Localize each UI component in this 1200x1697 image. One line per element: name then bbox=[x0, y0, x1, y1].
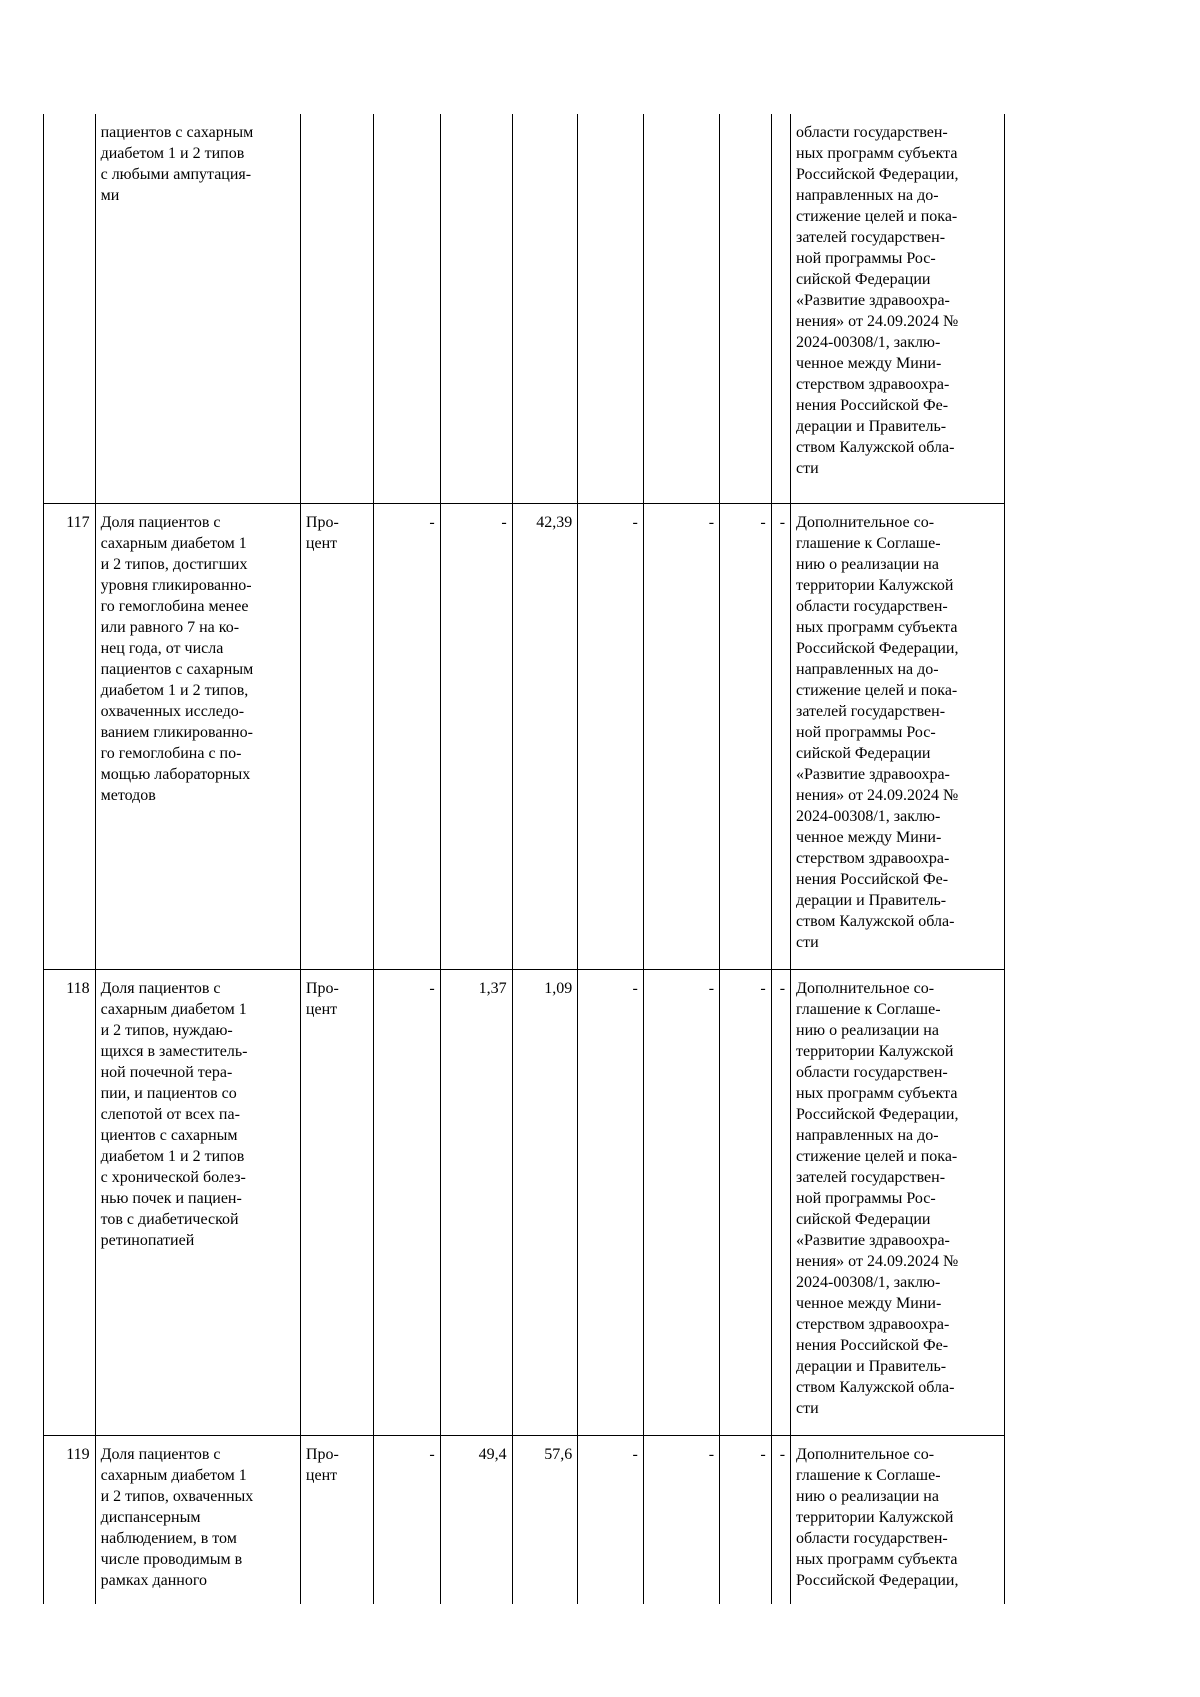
value-7: - bbox=[771, 503, 790, 969]
value-1: - bbox=[374, 503, 441, 969]
value-4: - bbox=[578, 969, 644, 1435]
table-row bbox=[44, 503, 1005, 969]
source-document: Дополнительное со- глашение к Соглаше- нию о реализации на территории Калужской области государствен- ных программ субъекта Российской Федерации, направленных на до- стижение целей и пока- зателей государствен- ной программы Рос- сийской Федерации «Развитие здравоохра- нения» от 24.09.2024 № 2024-00308/1, заклю- ченное между Мини- стерством здравоохра- нения Российской Фе- дерации и Правитель- ством Калужской обла- сти bbox=[791, 969, 1005, 1435]
table-row bbox=[44, 1435, 1005, 1604]
table-row bbox=[44, 114, 1005, 503]
indicator-name: Доля пациентов с сахарным диабетом 1 и 2 типов, достигших уровня гликированно- го гемоглобина менее или равного 7 на ко- нец года, от числа пациентов с сахарным диабетом 1 и 2 типов, охваченных исследо- ванием гликированно- го гемоглобина с по- мощью лабораторных методов bbox=[95, 503, 300, 969]
value-4 bbox=[578, 114, 644, 503]
unit bbox=[300, 114, 373, 503]
value-1: - bbox=[374, 969, 441, 1435]
value-2 bbox=[440, 114, 512, 503]
source-document: области государствен- ных программ субъекта Российской Федерации, направленных на до- стижение целей и пока- зателей государствен- ной программы Рос- сийской Федерации «Развитие здравоохра- нения» от 24.09.2024 № 2024-00308/1, заклю- ченное между Мини- стерством здравоохра- нения Российской Фе- дерации и Правитель- ством Калужской обла- сти bbox=[791, 114, 1005, 503]
row-number: 117 bbox=[44, 503, 96, 969]
indicator-name: пациентов с сахарным диабетом 1 и 2 типов с любыми ампутация- ми bbox=[95, 114, 300, 503]
value-2: 49,4 bbox=[440, 1435, 512, 1604]
value-5 bbox=[643, 114, 719, 503]
value-5: - bbox=[643, 1435, 719, 1604]
indicator-name: Доля пациентов с сахарным диабетом 1 и 2 типов, охваченных диспансерным наблюдением, в том числе проводимым в рамках данного bbox=[95, 1435, 300, 1604]
indicator-name: Доля пациентов с сахарным диабетом 1 и 2 типов, нуждаю- щихся в заместитель- ной почечной тера- пии, и пациентов со слепотой от всех па- циентов с сахарным диабетом 1 и 2 типов с хронической болез- нью почек и пациен- тов с диабетической ретинопатией bbox=[95, 969, 300, 1435]
value-2: - bbox=[440, 503, 512, 969]
table-row bbox=[44, 969, 1005, 1435]
value-6: - bbox=[720, 1435, 772, 1604]
value-3: 42,39 bbox=[512, 503, 578, 969]
row-number: 118 bbox=[44, 969, 96, 1435]
row-number: 119 bbox=[44, 1435, 96, 1604]
value-6 bbox=[720, 114, 772, 503]
value-7: - bbox=[771, 1435, 790, 1604]
source-document: Дополнительное со- глашение к Соглаше- нию о реализации на территории Калужской области государствен- ных программ субъекта Российской Федерации, направленных на до- стижение целей и пока- зателей государствен- ной программы Рос- сийской Федерации «Развитие здравоохра- нения» от 24.09.2024 № 2024-00308/1, заклю- ченное между Мини- стерством здравоохра- нения Российской Фе- дерации и Правитель- ством Калужской обла- сти bbox=[791, 503, 1005, 969]
value-1: - bbox=[374, 1435, 441, 1604]
document-page bbox=[43, 114, 1005, 1604]
value-7 bbox=[771, 114, 790, 503]
indicators-table bbox=[43, 114, 1005, 1604]
value-3: 1,09 bbox=[512, 969, 578, 1435]
value-5: - bbox=[643, 969, 719, 1435]
row-number bbox=[44, 114, 96, 503]
value-7: - bbox=[771, 969, 790, 1435]
unit: Про- цент bbox=[300, 503, 373, 969]
value-4: - bbox=[578, 1435, 644, 1604]
value-3 bbox=[512, 114, 578, 503]
unit: Про- цент bbox=[300, 969, 373, 1435]
value-4: - bbox=[578, 503, 644, 969]
unit: Про- цент bbox=[300, 1435, 373, 1604]
value-5: - bbox=[643, 503, 719, 969]
value-2: 1,37 bbox=[440, 969, 512, 1435]
value-6: - bbox=[720, 503, 772, 969]
value-1 bbox=[374, 114, 441, 503]
value-3: 57,6 bbox=[512, 1435, 578, 1604]
source-document: Дополнительное со- глашение к Соглаше- нию о реализации на территории Калужской области государствен- ных программ субъекта Российской Федерации, bbox=[791, 1435, 1005, 1604]
value-6: - bbox=[720, 969, 772, 1435]
